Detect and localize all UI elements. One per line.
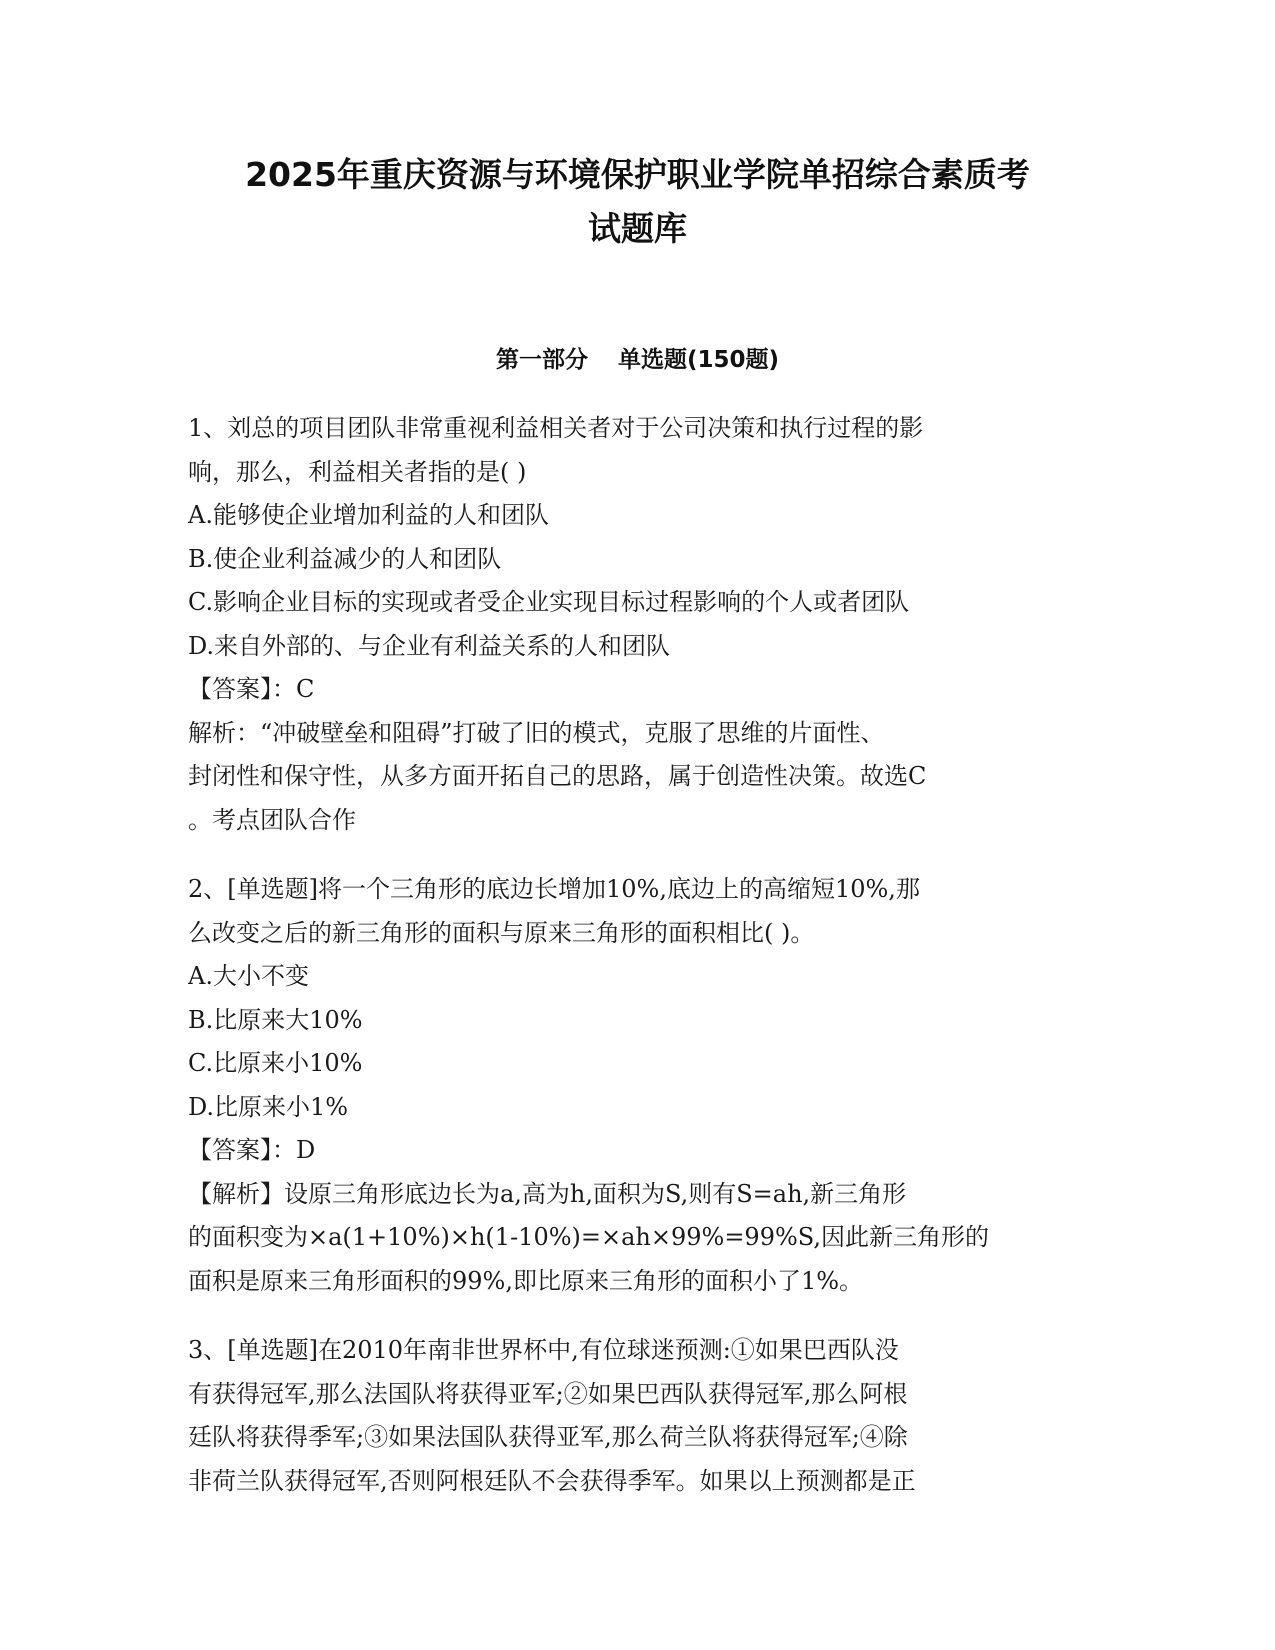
question-stem-line: 廷队将获得季军;③如果法国队获得亚军,那么荷兰队将获得冠军;④除: [188, 1423, 908, 1451]
option-a: A.大小不变: [188, 962, 309, 990]
analysis-line: 的面积变为×a(1+10%)×h(1-10%)=×ah×99%=99%S,因此新三角形的: [188, 1223, 989, 1251]
question-stem-line: 么改变之后的新三角形的面积与原来三角形的面积相比( )。: [188, 918, 815, 947]
question-block: [188, 407, 1088, 842]
question-list: [188, 407, 1088, 1503]
option-c: C.比原来小10%: [188, 1049, 363, 1077]
question-stem-line: 有获得冠军,那么法国队将获得亚军;②如果巴西队获得冠军,那么阿根: [188, 1379, 908, 1408]
analysis-line: 面积是原来三角形面积的99%,即比原来三角形的面积小了1%。: [188, 1266, 864, 1295]
option-b: B.比原来大10%: [188, 1005, 363, 1034]
answer-line: 【答案】：D: [188, 1136, 316, 1164]
analysis-line: 【解析】设原三角形底边长为a,高为h,面积为S,则有S=ah,新三角形: [188, 1179, 907, 1208]
option-d: D.来自外部的、与企业有利益关系的人和团队: [188, 631, 671, 660]
question-stem-line: 响，那么，利益相关者指的是( ): [188, 457, 527, 486]
option-a: A.能够使企业增加利益的人和团队: [188, 501, 549, 529]
question-stem-line: 1、刘总的项目团队非常重视利益相关者对于公司决策和执行过程的影: [188, 414, 924, 442]
option-d: D.比原来小1%: [188, 1092, 349, 1121]
document-title-line-1: 2025年重庆资源与环境保护职业学院单招综合素质考: [245, 155, 1030, 194]
question-block: [188, 1329, 1088, 1503]
question-stem-line: 非荷兰队获得冠军,否则阿根廷队不会获得季军。如果以上预测都是正: [188, 1466, 916, 1495]
option-b: B.使企业利益减少的人和团队: [188, 544, 502, 573]
question-stem-line: 3、[单选题]在2010年南非世界杯中,有位球迷预测:①如果巴西队没: [188, 1336, 899, 1364]
answer-line: 【答案】：C: [188, 675, 315, 703]
question-block: [188, 868, 1088, 1303]
section-part-label: 第一部分: [495, 347, 588, 373]
option-c: C.影响企业目标的实现或者受企业实现目标过程影响的个人或者团队: [188, 588, 910, 616]
analysis-line: 解析：“冲破壁垒和阻碍”打破了旧的模式，克服了思维的片面性、: [188, 718, 885, 747]
analysis-line: 封闭性和保守性，从多方面开拓自己的思路，属于创造性决策。故选C: [188, 762, 927, 790]
document-title-line-2: 试题库: [588, 209, 687, 248]
section-heading: [150, 345, 1125, 375]
question-stem-line: 2、[单选题]将一个三角形的底边长增加10%,底边上的高缩短10%,那: [188, 875, 920, 903]
analysis-line: 。考点团队合作: [188, 805, 356, 834]
section-type-label: 单选题(150题): [617, 347, 780, 373]
